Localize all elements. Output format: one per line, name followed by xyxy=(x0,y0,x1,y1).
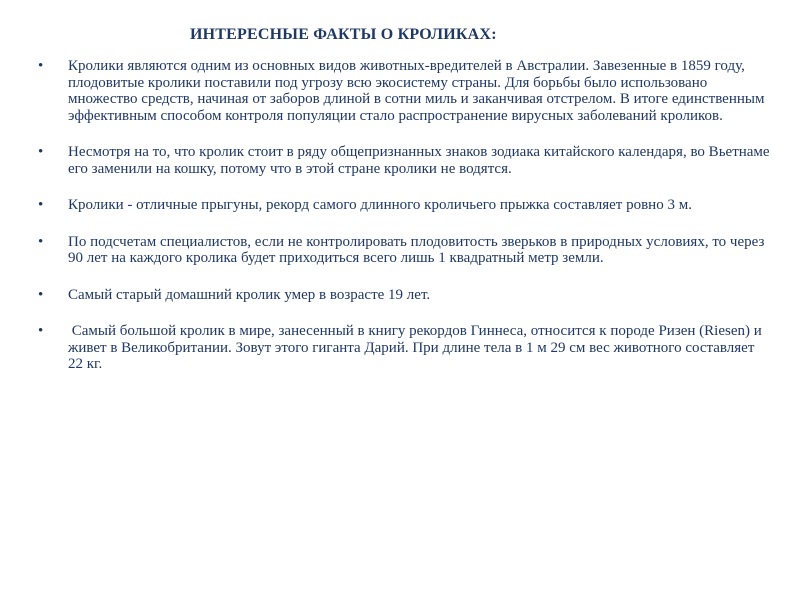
fact-text: По подсчетам специалистов, если не контролировать плодовитость зверьков в природных условиях, то через 90 лет на каждого кролика будет приходиться всего лишь 1 квадратный метр земли. xyxy=(68,233,765,266)
fact-item-2 xyxy=(0,144,800,177)
bullet-icon: • xyxy=(38,144,44,160)
bullet-icon: • xyxy=(38,58,44,74)
fact-text: Кролики являются одним из основных видов животных-вредителей в Австралии. Завезенные в 1859 году, плодовитые кролики поставили под угрозу всю экосистему страны. Для борьбы было использовано множество средств, начиная от заборов длиной в сотни миль и заканчивая отстрелом. В итоге единственным эффективным способом контроля популяции стало распространение вирусных заболеваний кроликов. xyxy=(68,58,765,124)
fact-text: Несмотря на то, что кролик стоит в ряду общепризнанных знаков зодиака китайского календаря, во Вьетнаме его заменили на кошку, потому что в этой стране кролики не водятся. xyxy=(68,144,770,177)
fact-item-5 xyxy=(0,287,800,304)
fact-item-1 xyxy=(0,58,800,124)
fact-item-4 xyxy=(0,234,800,267)
fact-item-3 xyxy=(0,197,800,214)
slide-title: ИНТЕРЕСНЫЕ ФАКТЫ О КРОЛИКАХ: xyxy=(190,26,497,43)
fact-text: Самый старый домашний кролик умер в возрасте 19 лет. xyxy=(68,286,431,303)
bullet-icon: • xyxy=(38,323,44,339)
bullet-icon: • xyxy=(38,233,44,250)
bullet-icon: • xyxy=(38,197,44,213)
bullet-icon: • xyxy=(38,286,44,303)
fact-text: Кролики - отличные прыгуны, рекорд самого длинного кроличьего прыжка составляет ровно 3 м. xyxy=(68,197,692,213)
fact-text: Самый большой кролик в мире, занесенный в книгу рекордов Гиннеса, относится к породе Ризен (Riesen) и живет в Великобритании. Зовут этого гиганта Дарий. При длине тела в 1 м 29 см вес животного составляет 22 кг. xyxy=(68,323,766,372)
fact-item-6 xyxy=(0,323,800,373)
facts-list xyxy=(0,58,800,373)
